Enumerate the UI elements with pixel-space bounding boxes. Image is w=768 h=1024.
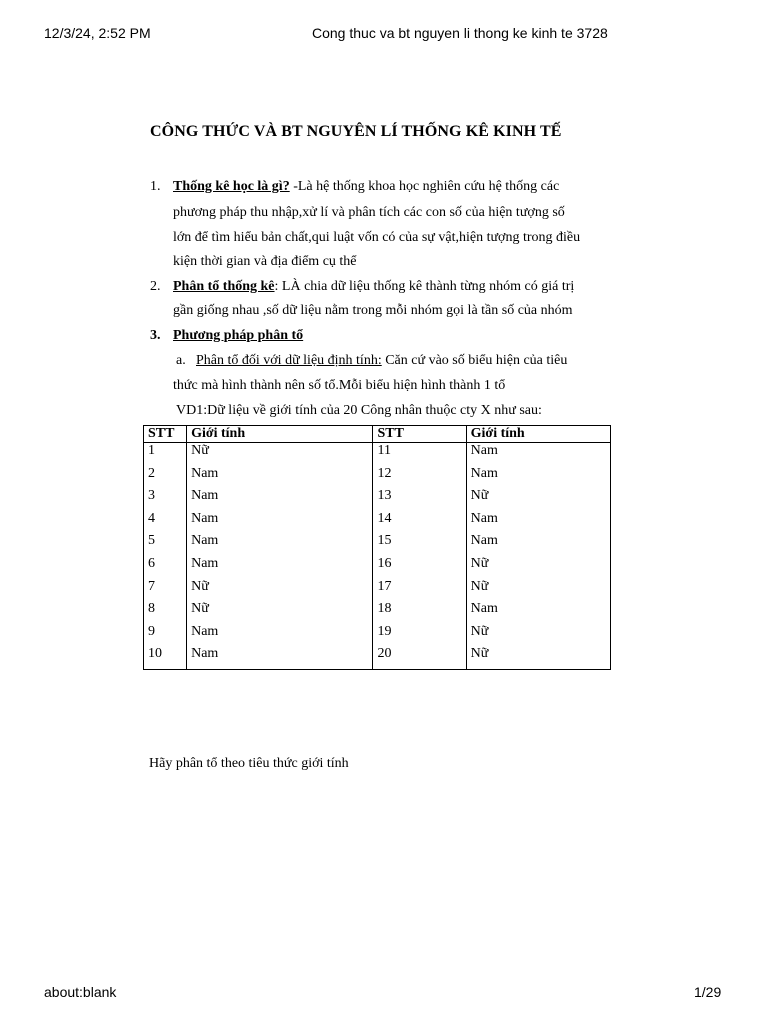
table-cell: Nữ [187,601,373,624]
table-cell: Nam [187,624,373,647]
table-cell: 16 [373,556,466,579]
table-cell: Nam [187,488,373,511]
table-cell: Nữ [187,579,373,602]
item-1-term: Thống kê học là gì? [173,179,290,194]
table-cell: Nữ [466,488,610,511]
col-header-stt-1: STT [144,426,187,443]
table-row [144,646,611,669]
item-1-number: 1. [150,179,161,194]
table-cell: Nam [466,601,610,624]
footer-url: about:blank [44,984,117,1000]
document-name: Cong thuc va bt nguyen li thong ke kinh te 3728 [312,25,608,41]
table-cell: Nữ [466,579,610,602]
table-cell: 13 [373,488,466,511]
table-cell: Nam [187,646,373,669]
table-cell: 20 [373,646,466,669]
table-cell: 7 [144,579,187,602]
table-cell: Nữ [187,443,373,466]
table-row [144,624,611,647]
table-row [144,443,611,466]
table-row [144,511,611,534]
table-cell: Nữ [466,646,610,669]
table-cell: Nam [187,511,373,534]
item-3-term: Phương pháp phân tổ [173,328,304,343]
item-1-line-1 [173,179,559,195]
item-1-text: -Là hệ thống khoa học nghiên cứu hệ thống các [289,179,560,194]
table-header-row [144,426,611,443]
task-text: Hãy phân tổ theo tiêu thức giới tính [149,756,349,771]
subitem-line-1 [196,353,567,369]
example-caption: VD1:Dữ liệu về giới tính của 20 Công nhân thuộc cty X như sau: [176,403,542,418]
table-cell: 19 [373,624,466,647]
table-cell: 15 [373,533,466,556]
table-cell: 10 [144,646,187,669]
table-cell: 1 [144,443,187,466]
item-1-line-4: kiện thời gian và địa điểm cụ thể [173,254,357,269]
subitem-line-2: thức mà hình thành nên số tổ.Mỗi biểu hiện hình thành 1 tổ [173,378,506,393]
table-cell: Nam [466,466,610,489]
table-row [144,579,611,602]
table-cell: 5 [144,533,187,556]
item-2-term: Phân tổ thống kê [173,279,275,294]
item-1-line-3: lớn để tìm hiểu bản chất,qui luật vốn có của sự vật,hiện tượng trong điều [173,230,581,245]
subitem-text: Căn cứ vào số biểu hiện của tiêu [381,353,568,368]
table-cell: 3 [144,488,187,511]
table-cell: Nữ [466,624,610,647]
subitem-letter: a. [176,353,186,368]
table-cell: 6 [144,556,187,579]
table-cell: 12 [373,466,466,489]
gender-table [143,425,611,670]
col-header-stt-2: STT [373,426,466,443]
table-cell: 18 [373,601,466,624]
table-row [144,533,611,556]
page-title: CÔNG THỨC VÀ BT NGUYÊN LÍ THỐNG KÊ KINH TẾ [150,123,562,140]
table-cell: 2 [144,466,187,489]
item-2-number: 2. [150,279,161,294]
table-cell: 9 [144,624,187,647]
table-cell: 4 [144,511,187,534]
item-2-line-1 [173,279,574,295]
table-cell: 11 [373,443,466,466]
table-row [144,488,611,511]
table-cell: Nam [187,533,373,556]
item-2-line-2: gần giống nhau ,số dữ liệu nằm trong mỗi nhóm gọi là tần số của nhóm [173,303,573,318]
print-datetime: 12/3/24, 2:52 PM [44,25,151,41]
table-cell: Nam [187,466,373,489]
item-3-number: 3. [150,328,161,343]
table-cell: Nam [466,511,610,534]
col-header-gender-2: Giới tính [466,426,610,443]
table-row [144,466,611,489]
subitem-term: Phân tổ đối với dữ liệu định tính: [196,353,382,368]
table-cell: Nam [466,443,610,466]
table-row [144,556,611,579]
table-cell: Nam [187,556,373,579]
table-cell: Nữ [466,556,610,579]
table-row [144,601,611,624]
item-2-text: : LÀ chia dữ liệu thống kê thành từng nhóm có giá trị [274,279,575,294]
table-cell: 14 [373,511,466,534]
item-1-line-2: phương pháp thu nhập,xử lí và phân tích các con số của hiện tượng số [173,205,565,220]
table-cell: 8 [144,601,187,624]
table-cell: Nam [466,533,610,556]
col-header-gender-1: Giới tính [187,426,373,443]
table-cell: 17 [373,579,466,602]
page-number: 1/29 [694,984,722,1000]
